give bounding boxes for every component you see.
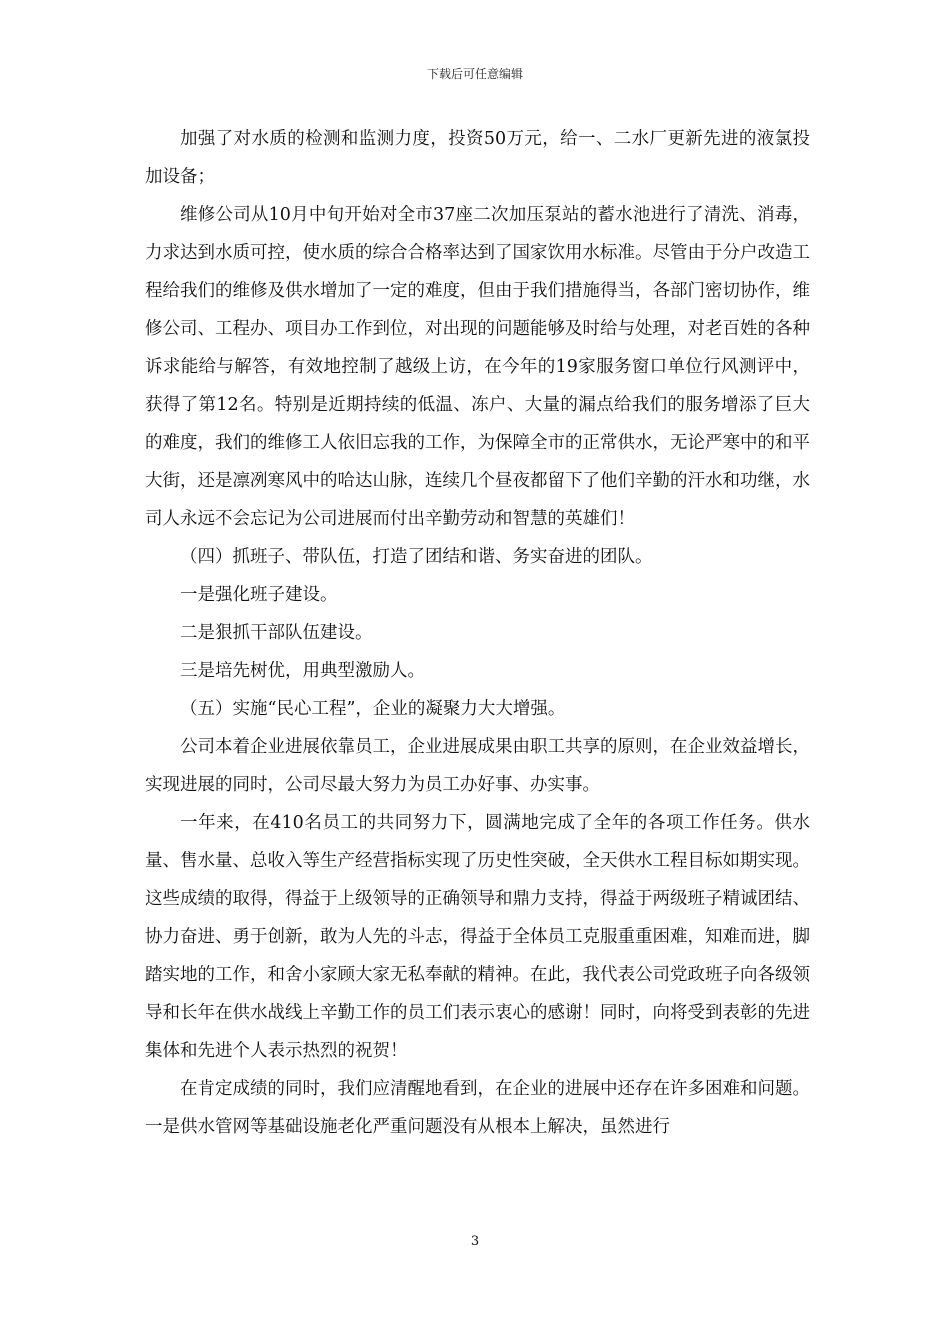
page-number: 3	[470, 1234, 480, 1249]
heading-section-four: （四）抓班子、带队伍，打造了团结和谐、务实奋进的团队。	[180, 547, 653, 567]
list-item-one: 一是强化班子建设。	[180, 585, 338, 605]
heading-section-five: （五）实施“民心工程”，企业的凝聚力大大增强。	[180, 699, 566, 719]
paragraph-achievements: 一年来，在410名员工的共同努力下，圆满地完成了全年的各项工作任务。供水量、售水量、总收入等生产经营指标实现了历史性突破，全天供水工程目标如期实现。这些成绩的取得，得益于上级领导的正确领导和鼎力支持，得益于两级班子精诚团结、协力奋进、勇于创新，敢为人先的斗志，得益于全体员工克服重重困难，知难而进，脚踏实地的工作，和舍小家顾大家无私奉献的精神。在此，我代表公司党政班子向各级领导和长年在供水战线上辛勤工作的员工们表示衷心的感谢！同时，向将受到表彰的先进集体和先进个人表示热烈的祝贺！	[145, 813, 810, 1061]
paragraph-problems: 在肯定成绩的同时，我们应清醒地看到，在企业的进展中还存在许多困难和问题。一是供水管网等基础设施老化严重问题没有从根本上解决，虽然进行	[145, 1079, 810, 1137]
paragraph-employees: 公司本着企业进展依靠员工，企业进展成果由职工共享的原则，在企业效益增长，实现进展的同时，公司尽最大努力为员工办好事、办实事。	[145, 737, 810, 795]
paragraph-maintenance: 维修公司从10月中旬开始对全市37座二次加压泵站的蓄水池进行了清洗、消毒，力求达到水质可控，使水质的综合合格率达到了国家饮用水标准。尽管由于分户改造工程给我们的维修及供水增加了一定的难度，但由于我们措施得当，各部门密切协作，维修公司、工程办、项目办工作到位，对出现的问题能够及时给与处理，对老百姓的各种诉求能给与解答，有效地控制了越级上访，在今年的19家服务窗口单位行风测评中，获得了第12名。特别是近期持续的低温、冻户、大量的漏点给我们的服务增添了巨大的难度，我们的维修工人依旧忘我的工作，为保障全市的正常供水，无论严寒中的和平大街，还是凛冽寒风中的哈达山脉，连续几个昼夜都留下了他们辛勤的汗水和功继，水司人永远不会忘记为公司进展而付出辛勤劳动和智慧的英雄们！	[145, 205, 810, 529]
paragraph-water-quality: 加强了对水质的检测和监测力度，投资50万元，给一、二水厂更新先进的液氯投加设备；	[145, 129, 810, 187]
list-item-two: 二是狠抓干部队伍建设。	[180, 623, 373, 643]
list-item-three: 三是培先树优，用典型激励人。	[180, 661, 425, 681]
page-header: 下载后可任意编辑	[426, 67, 523, 81]
document-body	[145, 120, 810, 1146]
